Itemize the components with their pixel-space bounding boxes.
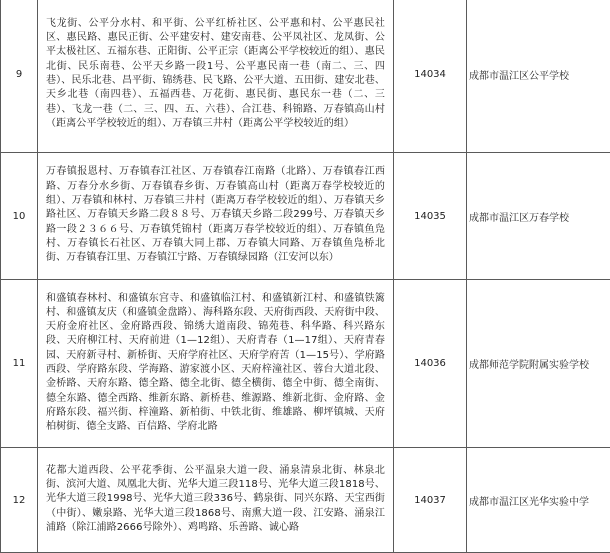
school-name: 成都师范学院附属实验学校: [467, 280, 610, 448]
table-row: [1, 0, 610, 153]
school-code: 14035: [394, 153, 467, 280]
row-number: 12: [1, 448, 38, 553]
school-name: 成都市温江区万春学校: [467, 153, 610, 280]
enrollment-area: 花都大道西段、公平花季街、公平温泉大道一段、涌泉清泉北街、林泉北街、滨河大道、凤凰北大街、光华大道三段118号、光华大道三段1818号、光华大道三段1998号、光华大道三段336号、鹤泉街、同兴东路、天宝西街（中街）、嫩泉路、光华大道三段1868号、南熏大道一段、江安路、涌泉江浦路（除江浦路2666号除外）、鸡鸣路、乐善路、诚心路: [38, 448, 394, 553]
school-code: 14036: [394, 280, 467, 448]
enrollment-area: 飞龙街、公平分水村、和平街、公平红桥社区、公平惠和村、公平惠民社区、惠民路、惠民正街、公平建安村、建安南巷、公平凤社区、龙凤街、公平太极社区、五福东巷、正阳街、公平正宗（距离公平学校较近的组）、惠民北街、民乐南巷、公平天乡路一段1号、公平惠民南一巷（南二、三、四巷）、民乐北巷、昌平街、锦绣巷、民飞路、公平大道、五田街、建安北巷、天乡北巷（南四巷）、五福西巷、万花街、惠民街、惠民东一巷（二、三巷）、飞龙一巷（二、三、四、五、六巷）、合江巷、科锦路、万春镇高山村（距离公平学校较近的组）、万春镇三井村（距离公平学校较近的组）: [38, 0, 394, 153]
school-name: 成都市温江区公平学校: [467, 0, 610, 153]
row-number: 10: [1, 153, 38, 280]
school-name: 成都市温江区光华实验中学: [467, 448, 610, 553]
school-code: 14034: [394, 0, 467, 153]
enrollment-area: 万春镇报恩村、万春镇春江社区、万春镇春江南路（北路）、万春镇春江西路、万春分水乡街、万春镇春乡街、万春镇高山村（距离万春学校较近的组）、万春镇和林村、万春镇三井村（距离万春学校较近的组）、万春镇天乡路社区、万春镇天乡路二段８８号、万春镇天乡路二段299号、万春镇天乡路一段２３６６号、万春镇凭锦村（距离万春学校较近的组）、万春镇鱼凫村、万春镇长石社区、万春镇大同上郡、万春镇大同路、万春镇鱼凫桥北街、万春镇春江里、万春镇江宁路、万春镇绿园路（江安河以东）: [38, 153, 394, 280]
row-number: 11: [1, 280, 38, 448]
table-row: [1, 280, 610, 448]
table-row: [1, 448, 610, 553]
row-number: 9: [1, 0, 38, 153]
enrollment-area: 和盛镇春林村、和盛镇东宫寺、和盛镇临江村、和盛镇新江村、和盛镇铁篱村、和盛镇友庆（和盛镇金盘路）、海科路东段、天府街西段、天府街中段、天府金府社区、金府路西段、锦绣大道南段、锦苑巷、科华路、科兴路东段、天府柳江村、天府前进（1—12组）、天府青春（1—17组）、天府青春园、天府新寻村、新桥街、天府学府社区、天府学府苦（1—15号）、学府路西段、学府路东段、学海路、游家渡小区、天府梓潼社区、蓉台大道北段、金桥路、天府东路、德全路、德全北街、德全横街、德全中街、德全南街、德全东路、德全西路、维新东路、新桥巷、维源路、维新北街、金府路、金府路东段、福兴街、梓潼路、新柏街、中铁北街、维雄路、柳坪镇城、天府柏树街、德全支路、百信路、学府北路: [38, 280, 394, 448]
school-code: 14037: [394, 448, 467, 553]
table-row: [1, 153, 610, 280]
